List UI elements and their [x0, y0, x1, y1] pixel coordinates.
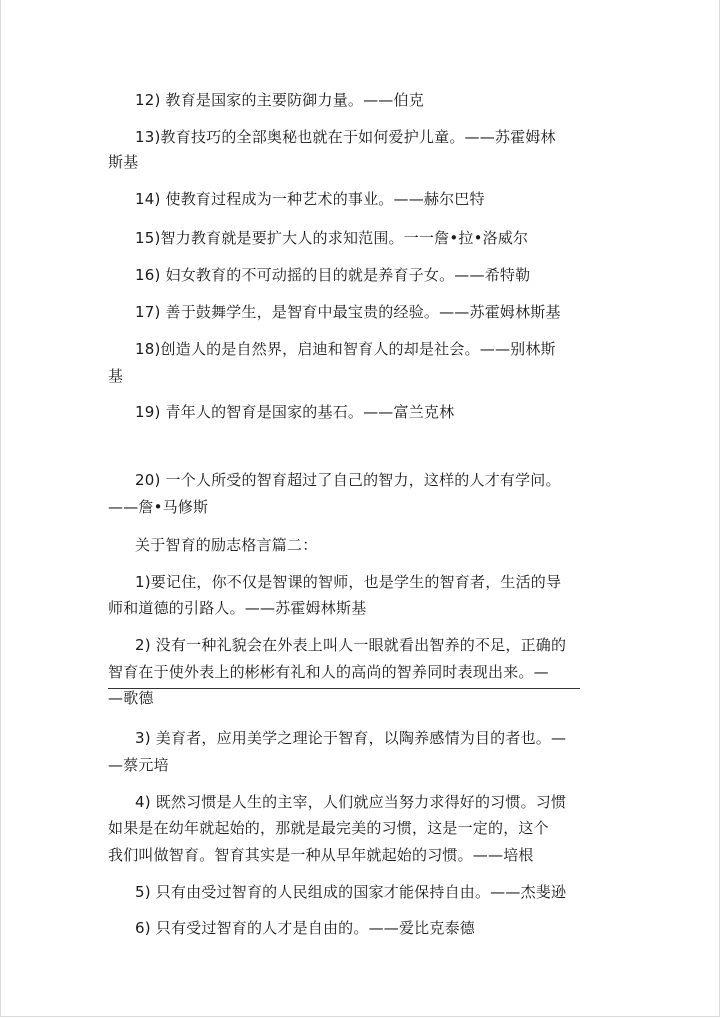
quote-line: 我们叫做智育。智育其实是一种从早年就起始的习惯。——培根 [108, 846, 534, 864]
quote-line: 14) 使教育过程成为一种艺术的事业。——赫尔巴特 [135, 190, 485, 208]
quote-line: 17) 善于鼓舞学生，是智育中最宝贵的经验。——苏霍姆林斯基 [135, 303, 561, 321]
quote-line: 3) 美育者，应用美学之理论于智育，以陶养感情为目的者也。— [135, 729, 567, 747]
quote-line: 斯基 [108, 153, 139, 171]
section-heading: 关于智育的励志格言篇二： [135, 536, 318, 554]
quote-line: 2) 没有一种礼貌会在外表上叫人一眼就看出智养的不足，正确的 [135, 636, 567, 654]
quote-line: 19) 青年人的智育是国家的基石。——富兰克林 [135, 403, 455, 421]
quote-line: 18)创造人的是自然界，启迪和智育人的却是社会。——别林斯 [135, 340, 556, 358]
quote-line: 智育在于使外表上的彬彬有礼和人的高尚的智养同时表现出来。— [108, 663, 549, 681]
quote-line: 1)要记住，你不仅是智课的智师，也是学生的智育者，生活的导 [135, 573, 562, 591]
quote-line: 12) 教育是国家的主要防御力量。——伯克 [135, 91, 424, 109]
quote-line: 6) 只有受过智育的人才是自由的。——爱比克泰德 [135, 919, 475, 937]
quote-line: 13)教育技巧的全部奥秘也就在于如何爱护儿童。——苏霍姆林 [135, 128, 556, 146]
quote-line: 5) 只有由受过智育的人民组成的国家才能保持自由。——杰斐逊 [135, 883, 567, 901]
quote-line: 16) 妇女教育的不可动摇的目的就是养育子女。——希特勒 [135, 266, 531, 284]
quote-line: 4) 既然习惯是人生的主宰，人们就应当努力求得好的习惯。习惯 [135, 793, 567, 811]
quote-line: 基 [108, 367, 124, 385]
quote-line: —歌德 [108, 689, 154, 707]
quote-line: 师和道德的引路人。——苏霍姆林斯基 [108, 599, 367, 617]
quote-line: 15)智力教育就是要扩大人的求知范围。一一詹•拉•洛威尔 [135, 229, 529, 247]
quote-line: ——詹•马修斯 [108, 498, 209, 516]
quote-line: —蔡元培 [108, 756, 169, 774]
quote-line: 20) 一个人所受的智育超过了自己的智力，这样的人才有学问。 [135, 471, 561, 489]
quote-line: 如果是在幼年就起始的，那就是最完美的习惯，这是一定的，这个 [108, 819, 549, 837]
horizontal-rule [108, 688, 580, 689]
